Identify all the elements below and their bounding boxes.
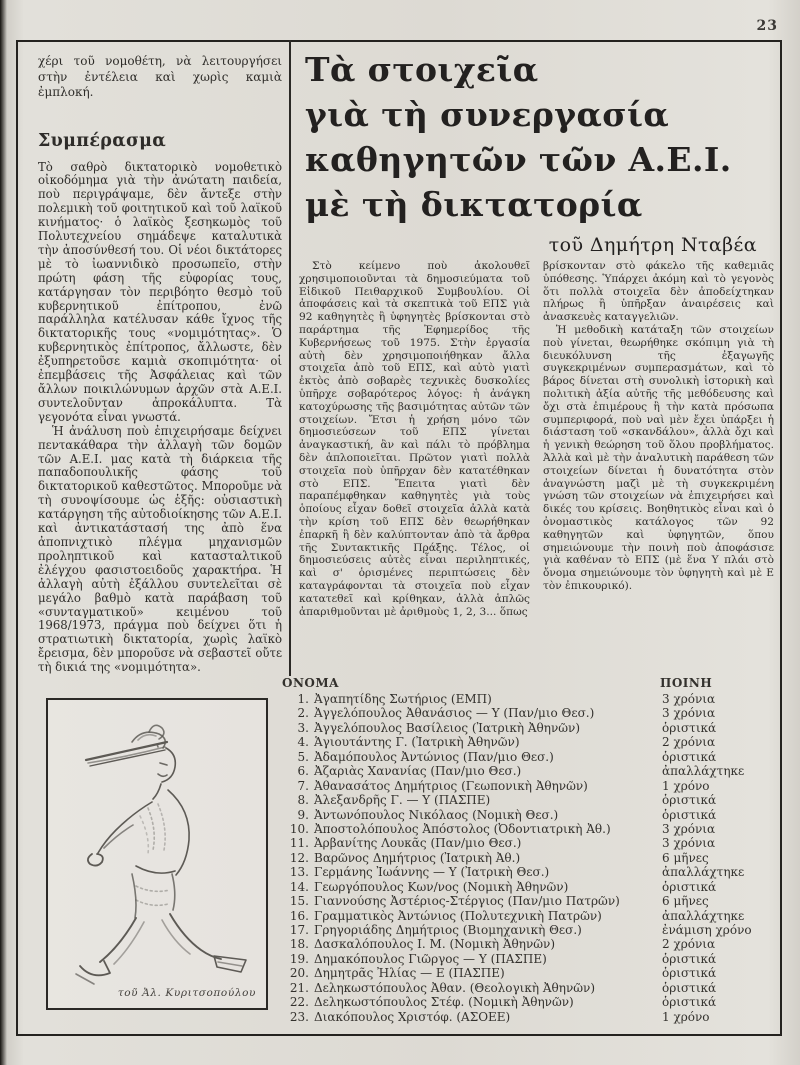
walking-man-sketch (48, 700, 262, 1004)
row-penalty: 6 μῆνες (662, 850, 709, 865)
list-header-penalty: ΠΟΙΝΗ (660, 676, 713, 690)
row-name: Ἀντωνόπουλος Νικόλαος (Νομικὴ Θεσ.) (314, 807, 559, 822)
body-column-2-paragraph-1: βρίσκονταν στὸ φάκελο τῆς καθεμιᾶς ὑπόθεσης. Ὑπάρχει ἀκόμη καὶ τὸ γεγονὸς ὅτι πολλὰ στοιχεῖα δὲν ἀποδείχτηκαν πλήρως ἢ ὑπῆρξαν ἀναιρέσεις καὶ ἀνασκευὲς καταγγελιῶν. (543, 260, 774, 324)
list-row (282, 923, 776, 937)
row-penalty: ἀπαλλάχτηκε (662, 908, 745, 923)
conclusion-paragraph-2: Ἡ ἀνάλυση ποὺ ἐπιχειρήσαμε δείχνει πεντακάθαρα τὴν ἀλλαγὴ τῶν δομῶν τῶν Α.Ε.Ι. μας κατὰ τὴ διάρκεια τῆς παπαδοπουλικῆς φάσης τοῦ δικτατορικοῦ καθεστῶτος. Μποροῦμε νὰ τὴ συνοψίσουμε ὡς ἑξῆς: οὐσιαστικὴ κατάργηση τῆς αὐτοδιοίκησης τῶν Α.Ε.Ι. καὶ ἀντικατάστασή της ἀπὸ ἕνα ἀποπνιχτικὸ πλέγμα μηχανισμῶν προληπτικοῦ καὶ κατασταλτικοῦ ἐλέγχου φασιστοειδοῦς χαρακτήρα. Ἡ ἀλλαγὴ αὐτὴ ἐξάλλου συντελεῖται σὲ μεγάλο βαθμὸ κατὰ παράβαση τοῦ «συνταγματικοῦ» κειμένου τοῦ 1968/1973, πράγμα ποὺ δείχνει ὅτι ἡ στρατιωτικὴ δικτατορία, χωρὶς λαϊκὸ ἔρεισμα, δὲν μποροῦσε νὰ σεβαστεῖ οὔτε τὴ δικιά της «νομιμότητα». (38, 423, 282, 675)
row-number: 9. (297, 807, 309, 822)
row-number: 20. (289, 966, 309, 981)
list-row (282, 880, 776, 894)
row-number: 6. (297, 764, 309, 779)
row-name: Ἀζαριὰς Χανανίας (Παν/μιο Θεσ.) (314, 764, 522, 779)
row-name: Ἀδαμόπουλος Ἀντώνιος (Παν/μιο Θεσ.) (314, 749, 554, 764)
penalty-list (282, 676, 776, 1024)
row-name: Γερμάνης Ἰωάννης — Υ (Ἰατρικὴ Θεσ.) (314, 865, 550, 880)
list-row (282, 735, 776, 749)
illustration-box (46, 698, 268, 1010)
row-penalty: 2 χρόνια (662, 937, 716, 952)
row-number: 13. (289, 865, 309, 880)
row-name: Ἀγαπητίδης Σωτήριος (ΕΜΠ) (314, 692, 492, 706)
list-row (282, 995, 776, 1009)
row-penalty: ἐνάμιση χρόνο (662, 923, 752, 937)
left-column (38, 54, 282, 675)
list-row (282, 865, 776, 879)
row-penalty: 2 χρόνια (662, 735, 716, 750)
row-penalty: ὁριστικά (662, 951, 717, 966)
row-penalty: ὁριστικά (662, 995, 717, 1010)
row-penalty: ἀπαλλάχτηκε (662, 865, 745, 880)
title-line-3: καθηγητῶν τῶν Α.Ε.Ι. (305, 139, 732, 179)
row-number: 1. (297, 692, 309, 706)
row-name: Γιαννούσης Ἀστέριος-Στέργιος (Παν/μιο Πατρῶν) (314, 894, 620, 909)
row-penalty: ὁριστικά (662, 749, 717, 764)
row-name: Βαρῶνος Δημήτριος (Ἰατρικὴ Ἀθ.) (314, 850, 521, 865)
row-name: Ἁγιουτάντης Γ. (Ἰατρικὴ Ἀθηνῶν) (314, 735, 520, 750)
body-column-2 (543, 260, 774, 676)
row-penalty: 6 μῆνες (662, 894, 709, 909)
list-row (282, 750, 776, 764)
list-row (282, 706, 776, 720)
row-number: 4. (297, 735, 309, 750)
list-row (282, 981, 776, 995)
article-byline: τοῦ Δημήτρη Νταβέα (548, 234, 757, 256)
row-penalty: 3 χρόνια (662, 692, 716, 706)
row-penalty: 1 χρόνο (662, 778, 710, 793)
row-number: 23. (289, 1009, 309, 1024)
row-name: Διακόπουλος Χριστόφ. (ΑΣΟΕΕ) (314, 1009, 511, 1024)
body-column-1-text: Στὸ κείμενο ποὺ ἀκολουθεῖ χρησιμοποιοῦνται τὰ δημοσιεύματα τοῦ Εἰδικοῦ Πειθαρχικοῦ Συμβουλίου. Οἱ ἀποφάσεις καὶ τὰ σκεπτικὰ τοῦ ΕΠΣ γιὰ 92 καθηγητὲς ἢ ὑφηγητὲς βρίσκονται στὸ παράρτημα τῆς Ἐφημερίδος τῆς Κυβερνήσεως τοῦ 1975. Στὴν ἐργασία αὐτὴ δὲν χρησιμοποιήθηκαν ἄλλα στοιχεῖα ἀπὸ τοῦ ΕΠΣ, καὶ αὐτὸ γιατὶ ἐκτὸς ἀπὸ σοβαρὲς τεχνικὲς δυσκολίες ὑπῆρχε σοβαρότερος λόγος: ἡ ἀνάγκη κατοχύρωσης τῆς βασιμότητας αὐτῶν τῶν στοιχείων. Ἔτσι ἡ χρήση μόνο τῶν δημοσιεύσεων τοῦ ΕΠΣ γίνεται ἀναγκαστική, ἂν καὶ πάλι τὸ πρόβλημα δὲν ἁπλοποιεῖται. Πρῶτον γιατὶ πολλὰ στοιχεῖα ποὺ ὑπῆρχαν δὲν κατατέθηκαν στὸ ΕΠΣ. Ἔπειτα γιατὶ δὲν παραπέμφθηκαν καθηγητὲς γιὰ τοὺς ὁποίους εἶχαν δοθεῖ στοιχεῖα ἀλλὰ κατὰ τὴν κρίση τοῦ ΕΠΣ δὲν θεωρήθηκαν ἐπαρκῆ ἢ δὲν καλύπτονταν ἀπὸ τὰ ἄρθρα τῆς Συντακτικῆς Πράξης. Τέλος, οἱ δημοσιεύσεις αὐτὲς εἶναι περιληπτικές, καὶ σ' ὁρισμένες περιπτώσεις δὲν καταγράφονται τὰ στοιχεῖα ποὺ εἶχαν κατατεθεῖ καὶ κρίθηκαν, ἀλλὰ ἁπλῶς ἀπαριθμοῦνται μὲ ἀριθμοὺς 1, 2, 3... ὅπως (299, 260, 530, 618)
body-column-2-paragraph-2: Ἡ μεθοδικὴ κατάταξη τῶν στοιχείων ποὺ γίνεται, θεωρήθηκε σκόπιμη γιὰ τὴ διευκόλυνση τῆς ἐξαγωγῆς συγκεκριμένων συμπερασμάτων, καὶ τὸ βάρος δίνεται στὴ συνολικὴ ἱστορικὴ καὶ πολιτικὴ ἀξία αὐτῆς τῆς μεθόδευσης καὶ ὄχι στὰ ἐπιμέρους ἢ τὴν κατὰ πρόσωπα συμπεριφορά, ποὺ ναὶ μὲν ἔχει ὑπάρξει ἡ διάσταση τοῦ «σκανδάλου», ἀλλὰ ὄχι καὶ ἡ γενικὴ θεώρηση τοῦ ὅλου προβλήματος. Ἀλλὰ καὶ μὲ τὴν ἀναλυτικὴ παράθεση τῶν στοιχείων δίνεται ἡ δυνατότητα στὸν ἀναγνώστη μαζὶ μὲ τὴ συγκεκριμένη γνώση τῶν στοιχείων νὰ ἐπιχειρήσει καὶ δικές του κρίσεις. Βοηθητικὸς εἶναι καὶ ὁ ὀνομαστικὸς κατάλογος τῶν 92 καθηγητῶν καὶ ὑφηγητῶν, ὅπου σημειώνουμε τὴν ποινὴ ποὺ ἀποφάσισε γιὰ καθέναν τὸ ΕΠΣ (μὲ ἕνα Υ πλάι στὸ ὄνομα σημειώνουμε τὸν ὑφηγητὴ καὶ μὲ Ε τὸν ἐπικουρικό). (543, 323, 774, 592)
row-name: Γρηγοριάδης Δημήτριος (Βιομηχανικὴ Θεσ.) (314, 923, 582, 937)
row-penalty: 3 χρόνια (662, 706, 716, 721)
row-number: 16. (289, 908, 309, 923)
list-row (282, 779, 776, 793)
conclusion-paragraph-1: Τὸ σαθρὸ δικτατορικὸ νομοθετικὸ οἰκοδόμημα γιὰ τὴν ἀνώτατη παιδεία, ποὺ περιγράψαμε, δὲν ἄντεξε στὴν πολεμικὴ τοῦ φοιτητικοῦ καὶ τοῦ λαϊκοῦ κινήματος· ὁ λαϊκὸς ξεσηκωμὸς τοῦ Πολυτεχνείου σημάδεψε καταλυτικὰ τὴν ἀποσύνθεσή του. Οἱ νέοι δικτάτορες μὲ τὸ ἰωαννιδικὸ προσωπεῖο, στὴν πρώτη φάση τῆς εὐφορίας τους, κατάργησαν τὸν περιβόητο θεσμὸ τοῦ κυβερνητικοῦ ἐπίτροπου, ἐνῶ παράλληλα κατέλυσαν κάθε ἴχνος τῆς δικτατορικῆς τους «νομιμότητας». Ὁ κυβερνητικὸς ἐπίτροπος, ἄλλωστε, δὲν ἐξυπηρετοῦσε καμιὰ σκοπιμότητα· οἱ ἐπεμβάσεις τῆς Ἀσφάλειας καὶ τῶν ἄλλων ποικιλώνυμων ἀρχῶν στὰ Α.Ε.Ι. συντελοῦνταν ἀπροκάλυπτα. Τὰ γεγονότα εἶναι γνωστά. (38, 159, 282, 424)
row-name: Ἀθανασάτος Δημήτριος (Γεωπονικὴ Ἀθηνῶν) (314, 778, 588, 793)
row-name: Ἀγγελόπουλος Ἀθανάσιος — Υ (Παν/μιο Θεσ.) (314, 706, 595, 721)
row-penalty: ὁριστικά (662, 720, 717, 735)
row-number: 8. (297, 793, 309, 808)
row-number: 12. (289, 850, 309, 865)
penalty-list-rows (282, 692, 776, 1024)
row-penalty: 1 χρόνο (662, 1009, 710, 1024)
row-name: Ἀποστολόπουλος Ἀπόστολος (Ὀδοντιατρικὴ Ἀθ.) (314, 821, 611, 836)
row-penalty: ὁριστικά (662, 879, 717, 894)
penalty-list-header (282, 676, 776, 692)
row-name: Γραμματικὸς Ἀντώνιος (Πολυτεχνικὴ Πατρῶν) (314, 908, 602, 923)
list-row (282, 851, 776, 865)
row-name: Ἀγγελόπουλος Βασίλειος (Ἰατρικὴ Ἀθηνῶν) (314, 720, 581, 735)
row-number: 22. (289, 995, 309, 1010)
list-row (282, 793, 776, 807)
row-name: Ἀλεξανδρῆς Γ. — Υ (ΠΑΣΠΕ) (314, 793, 491, 808)
list-row (282, 952, 776, 966)
illustration-caption: τοῦ Ἀλ. Κυριτσοπούλου (117, 987, 256, 999)
row-number: 14. (289, 879, 309, 894)
list-row (282, 909, 776, 923)
row-name: Δεληκωστόπουλος Ἀθαν. (Θεολογικὴ Ἀθηνῶν) (314, 980, 596, 995)
row-number: 5. (297, 749, 309, 764)
row-number: 10. (289, 821, 309, 836)
title-line-4: μὲ τὴ δικτατορία (305, 184, 643, 224)
body-column-1 (299, 260, 530, 676)
section-heading: Συμπέρασμα (38, 130, 167, 151)
list-row (282, 894, 776, 908)
row-number: 15. (289, 894, 309, 909)
row-penalty: ὁριστικά (662, 793, 717, 808)
list-row (282, 836, 776, 850)
row-number: 2. (297, 706, 309, 721)
list-row (282, 808, 776, 822)
row-number: 3. (297, 720, 309, 735)
row-penalty: 3 χρόνια (662, 821, 716, 836)
row-penalty: 3 χρόνια (662, 836, 716, 851)
continuation-text: χέρι τοῦ νομοθέτη, νὰ λειτουργήσει στὴν ἐντέλεια καὶ χωρὶς καμιὰ ἐμπλοκή. (38, 54, 282, 99)
row-name: Δημακόπουλος Γιῶργος — Υ (ΠΑΣΠΕ) (314, 951, 547, 966)
row-penalty: ἀπαλλάχτηκε (662, 764, 745, 779)
row-name: Γεωργόπουλος Κων/νος (Νομικὴ Ἀθηνῶν) (314, 879, 569, 894)
row-number: 17. (289, 923, 309, 937)
list-row (282, 822, 776, 836)
article-title (305, 48, 773, 228)
list-row (282, 1010, 776, 1024)
list-row (282, 721, 776, 735)
page-frame (16, 40, 782, 1036)
row-penalty: ὁριστικά (662, 807, 717, 822)
row-number: 18. (289, 937, 309, 952)
row-number: 11. (289, 836, 309, 851)
row-number: 7. (297, 778, 309, 793)
list-row (282, 966, 776, 980)
row-penalty: ὁριστικά (662, 966, 717, 981)
list-row (282, 937, 776, 951)
list-row (282, 692, 776, 706)
row-number: 21. (289, 980, 309, 995)
page-number: 23 (756, 18, 778, 34)
title-line-1: Τὰ στοιχεῖα (305, 50, 539, 89)
column-divider-rule (289, 40, 291, 676)
row-name: Δημητρᾶς Ἠλίας — Ε (ΠΑΣΠΕ) (314, 966, 505, 981)
row-name: Δασκαλόπουλος Ι. Μ. (Νομικὴ Ἀθηνῶν) (314, 937, 556, 952)
page-binding-shadow (0, 0, 7, 1065)
title-line-2: γιὰ τὴ συνεργασία (305, 94, 670, 134)
list-header-name: ΟΝΟΜΑ (282, 676, 339, 690)
row-name: Δεληκωστόπουλος Στέφ. (Νομικὴ Ἀθηνῶν) (314, 995, 574, 1010)
row-name: Ἀρβανίτης Λουκᾶς (Παν/μιο Θεσ.) (314, 836, 522, 851)
row-penalty: ὁριστικά (662, 980, 717, 995)
list-row (282, 764, 776, 778)
row-number: 19. (289, 951, 309, 966)
